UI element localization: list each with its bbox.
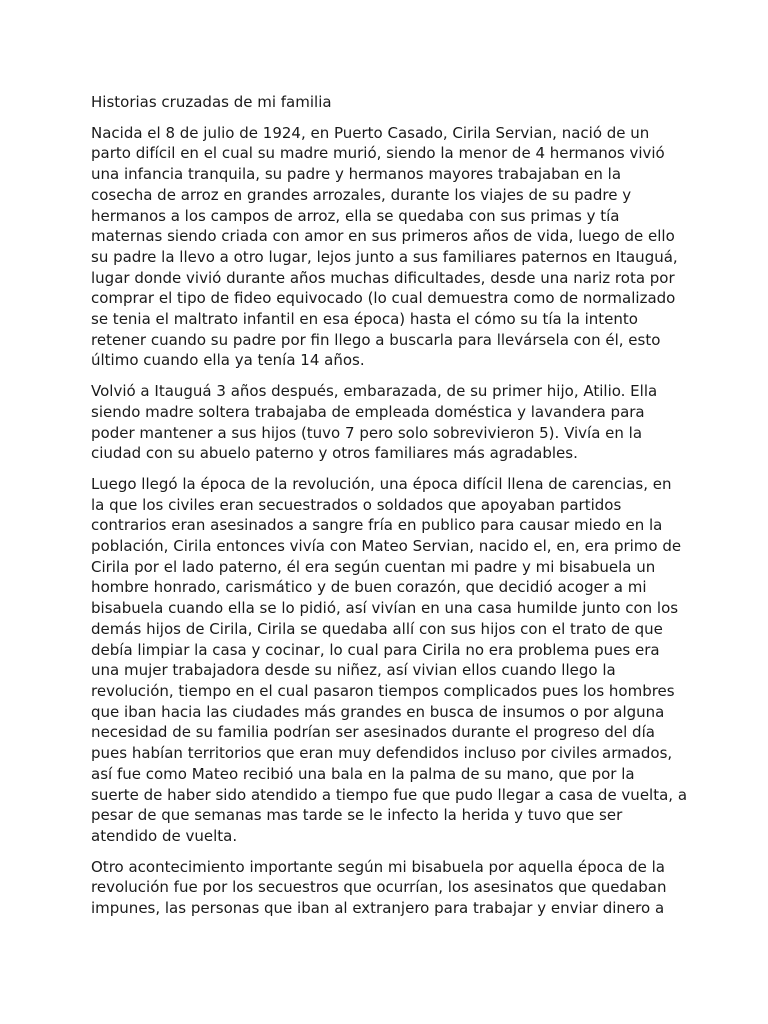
paragraph-4: Otro acontecimiento importante según mi bisabuela por aquella época de la revolución fue por los secuestros que ocurrían, los asesinatos que quedaban impunes, las personas que iban al extranjero para trabajar y enviar dinero a bbox=[91, 857, 667, 918]
paragraph-1: Nacida el 8 de julio de 1924, en Puerto Casado, Cirila Servian, nació de un parto difícil en el cual su madre murió, siendo la menor de 4 hermanos vivió una infancia tranquila, su padre y hermanos mayores trabajaban en la cosecha de arroz en grandes arrozales, durante los viajes de su padre y hermanos a los campos de arroz, ella se quedaba con sus primas y tía maternas siendo criada con amor en sus primeros años de vida, luego de ello su padre la llevo a otro lugar, lejos junto a sus familiares paternos en Itauguá, lugar donde vivió durante años muchas dificultades, desde una nariz rota por comprar el tipo de fideo equivocado (lo cual demuestra como de normalizado se tenia el maltrato infantil en esa época) hasta el cómo su tía la intento retener cuando su padre por fin llego a buscarla para llevársela con él, esto último cuando ella ya tenía 14 años. bbox=[91, 123, 678, 370]
paragraph-3: Luego llegó la época de la revolución, una época difícil llena de carencias, en la que los civiles eran secuestrados o soldados que apoyaban partidos contrarios eran asesinados a sangre fría en publico para causar miedo en la población, Cirila entonces vivía con Mateo Servian, nacido el, en, era primo de Cirila por el lado paterno, él era según cuentan mi padre y mi bisabuela un hombre honrado, carismático y de buen corazón, que decidió acoger a mi bisabuela cuando ella se lo pidió, así vivían en una casa humilde junto con los demás hijos de Cirila, Cirila se quedaba allí con sus hijos con el trato de que debía limpiar la casa y cocinar, lo cual para Cirila no era problema pues era una mujer trabajadora desde su niñez, así vivian ellos cuando llego la revolución, tiempo en el cual pasaron tiempos complicados pues los hombres que iban hacia las ciudades más grandes en busca de insumos o por alguna necesidad de su familia podrían ser asesinados durante el progreso del día pues habían territorios que eran muy defendidos incluso por civiles armados, así fue como Mateo recibió una bala en la palma de su mano, que por la suerte de haber sido atendido a tiempo fue que pudo llegar a casa de vuelta, a pesar de que semanas mas tarde se le infecto la herida y tuvo que ser atendido de vuelta. bbox=[91, 474, 688, 845]
paragraph-2: Volvió a Itauguá 3 años después, embarazada, de su primer hijo, Atilio. Ella siendo madre soltera trabajaba de empleada doméstica y lavandera para poder mantener a sus hijos (tuvo 7 pero solo sobrevivieron 5). Vivía en la ciudad con su abuelo paterno y otros familiares más agradables. bbox=[91, 382, 658, 463]
document-title: Historias cruzadas de mi familia bbox=[91, 93, 332, 111]
document-page bbox=[91, 92, 687, 929]
